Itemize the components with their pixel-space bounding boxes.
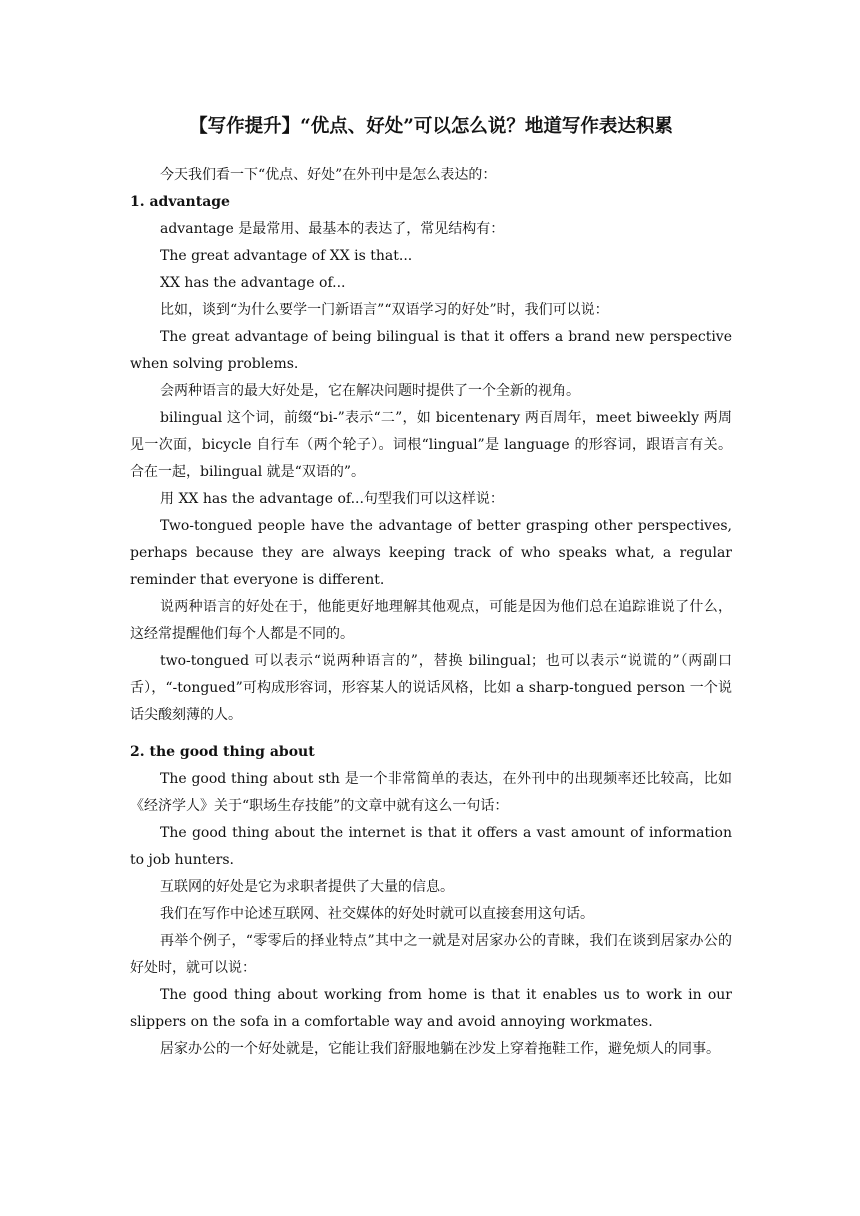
paragraph: The good thing about sth 是一个非常简单的表达，在外刊中的出现频率还比较高，比如《经济学人》关于“职场生存技能”的文章中就有这么一句话： [130,771,732,814]
paragraph: 再举个例子，“零零后的择业特点”其中之一就是对居家办公的青睐，我们在谈到居家办公的好处时，就可以说： [130,933,732,976]
translation: 会两种语言的最大好处是，它在解决问题时提供了一个全新的视角。 [160,383,580,399]
section-spacer [130,729,732,739]
translation: 互联网的好处是它为求职者提供了大量的信息。 [160,879,454,895]
translation: 说两种语言的好处在于，他能更好地理解其他观点，可能是因为他们总在追踪谁说了什么，这经常提醒他们每个人都是不同的。 [130,599,732,642]
intro-paragraph: 今天我们看一下“优点、好处”在外刊中是怎么表达的： [160,167,497,183]
vocabulary-note: two-tongued 可以表示“说两种语言的”，替换 bilingual；也可以表示“说谎的”（两副口舌），“-tongued”可构成形容词，形容某人的说话风格，比如 a sharp-tongued person 一个说话尖酸刻薄的人。 [130,653,732,723]
paragraph: 我们在写作中论述互联网、社交媒体的好处时就可以直接套用这句话。 [160,906,594,922]
paragraph: 用 XX has the advantage of...句型我们可以这样说： [160,491,504,507]
document-page [130,112,732,1063]
example-structure: The great advantage of XX is that... [160,248,413,264]
section-heading-good-thing: 2. the good thing about [130,744,315,760]
document-title: 【写作提升】“优点、好处”可以怎么说？地道写作表达积累 [189,116,673,137]
example-structure: XX has the advantage of... [160,275,346,291]
example-sentence: The great advantage of being bilingual is that it offers a brand new perspective when solving problems. [130,329,732,372]
section-heading-advantage: 1. advantage [130,194,230,210]
paragraph: 比如，谈到“为什么要学一门新语言”“双语学习的好处”时，我们可以说： [160,302,609,318]
example-sentence: Two-tongued people have the advantage of better grasping other perspectives, perhaps because they are always keeping track of who speaks what, a regular reminder that everyone is different. [130,518,732,588]
example-sentence: The good thing about working from home is that it enables us to work in our slippers on the sofa in a comfortable way and avoid annoying workmates. [130,987,732,1030]
paragraph: advantage 是最常用、最基本的表达了，常见结构有： [160,221,505,237]
translation: 居家办公的一个好处就是，它能让我们舒服地躺在沙发上穿着拖鞋工作，避免烦人的同事。 [160,1041,720,1057]
vocabulary-note: bilingual 这个词，前缀“bi-”表示“二”，如 bicentenary 两百周年，meet biweekly 两周见一次面，bicycle 自行车（两个轮子）。词根“lingual”是 language 的形容词，跟语言有关。合在一起，bilingual 就是“双语的”。 [130,410,732,480]
example-sentence: The good thing about the internet is that it offers a vast amount of information to job hunters. [130,825,732,868]
